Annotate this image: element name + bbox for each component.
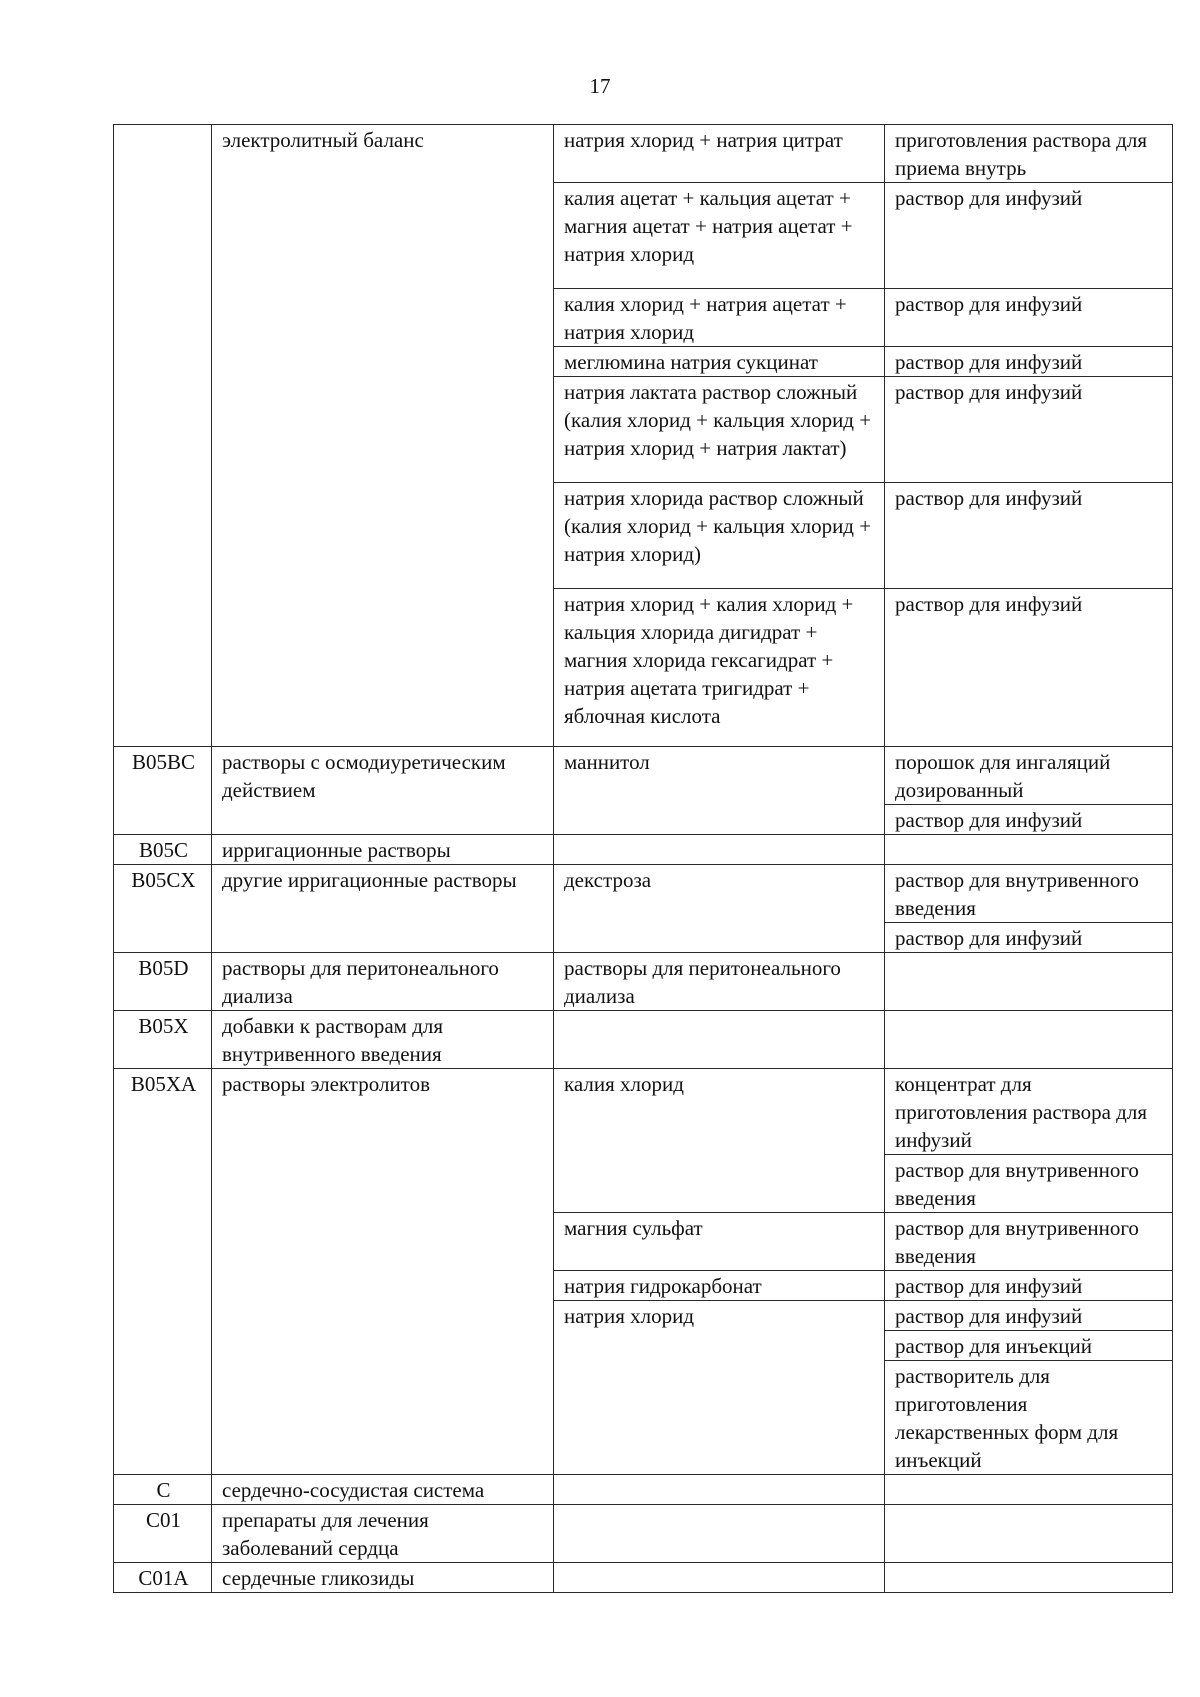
form-cell: концентрат для приготовления раствора для инфузий — [885, 1069, 1173, 1155]
page-number: 17 — [589, 74, 611, 98]
form-cell: раствор для инфузий — [885, 805, 1173, 835]
form-cell: раствор для инъекций — [885, 1331, 1173, 1361]
table-row — [114, 953, 1173, 1011]
drug-cell — [554, 1563, 885, 1593]
table-row — [114, 1505, 1173, 1563]
form-cell: раствор для внутривенного введения — [885, 865, 1173, 923]
drug-cell: калия хлорид + натрия ацетат + натрия хлорид — [554, 289, 885, 347]
form-cell: раствор для инфузий — [885, 289, 1173, 347]
atc-code-cell — [114, 125, 212, 747]
form-cell: раствор для инфузий — [885, 1271, 1173, 1301]
form-cell: раствор для внутривенного введения — [885, 1213, 1173, 1271]
drug-cell: магния сульфат — [554, 1213, 885, 1271]
drug-cell: натрия хлорид + натрия цитрат — [554, 125, 885, 183]
group-cell: добавки к растворам для внутривенного введения — [212, 1011, 554, 1069]
form-cell — [885, 1475, 1173, 1505]
atc-code-cell: C01A — [114, 1563, 212, 1593]
drug-cell: маннитол — [554, 747, 885, 835]
drug-cell: натрия хлорид + калия хлорид + кальция хлорида дигидрат + магния хлорида гексагидрат + натрия ацетата тригидрат + яблочная кислота — [554, 589, 885, 747]
atc-code-cell: B05D — [114, 953, 212, 1011]
group-cell: растворы для перитонеального диализа — [212, 953, 554, 1011]
drug-cell — [554, 1505, 885, 1563]
drug-cell — [554, 1011, 885, 1069]
group-cell: препараты для лечения заболеваний сердца — [212, 1505, 554, 1563]
drug-cell: натрия лактата раствор сложный (калия хлорид + кальция хлорид + натрия хлорид + натрия лактат) — [554, 377, 885, 483]
drug-cell: калия ацетат + кальция ацетат + магния ацетат + натрия ацетат + натрия хлорид — [554, 183, 885, 289]
atc-code-cell: C01 — [114, 1505, 212, 1563]
form-cell — [885, 835, 1173, 865]
drug-cell: растворы для перитонеального диализа — [554, 953, 885, 1011]
atc-code-cell: B05X — [114, 1011, 212, 1069]
form-cell: раствор для инфузий — [885, 589, 1173, 747]
table-row — [114, 1475, 1173, 1505]
form-cell: раствор для инфузий — [885, 923, 1173, 953]
table-row — [114, 1563, 1173, 1593]
table-row — [114, 835, 1173, 865]
form-cell — [885, 1505, 1173, 1563]
form-cell — [885, 1563, 1173, 1593]
table-row — [114, 125, 1173, 183]
form-cell: раствор для инфузий — [885, 1301, 1173, 1331]
drug-cell: калия хлорид — [554, 1069, 885, 1213]
group-cell: растворы электролитов — [212, 1069, 554, 1475]
drug-cell — [554, 1475, 885, 1505]
drug-cell: декстроза — [554, 865, 885, 953]
form-cell: раствор для инфузий — [885, 377, 1173, 483]
table-row — [114, 1011, 1173, 1069]
table-row — [114, 1069, 1173, 1155]
drug-cell: натрия хлорида раствор сложный (калия хлорид + кальция хлорид + натрия хлорид) — [554, 483, 885, 589]
atc-code-cell: B05BC — [114, 747, 212, 835]
form-cell: раствор для инфузий — [885, 483, 1173, 589]
form-cell: раствор для инфузий — [885, 347, 1173, 377]
atc-code-cell: B05C — [114, 835, 212, 865]
drug-cell: меглюмина натрия сукцинат — [554, 347, 885, 377]
group-cell: растворы с осмодиуретическим действием — [212, 747, 554, 835]
atc-code-cell: C — [114, 1475, 212, 1505]
form-cell — [885, 1011, 1173, 1069]
form-cell: раствор для инфузий — [885, 183, 1173, 289]
drug-table — [113, 124, 1173, 1593]
form-cell — [885, 953, 1173, 1011]
atc-code-cell: B05XA — [114, 1069, 212, 1475]
drug-cell: натрия гидрокарбонат — [554, 1271, 885, 1301]
drug-cell — [554, 835, 885, 865]
form-cell: приготовления раствора для приема внутрь — [885, 125, 1173, 183]
table-row — [114, 747, 1173, 805]
group-cell: другие ирригационные растворы — [212, 865, 554, 953]
atc-code-cell: B05CX — [114, 865, 212, 953]
group-cell: ирригационные растворы — [212, 835, 554, 865]
group-cell: сердечные гликозиды — [212, 1563, 554, 1593]
group-cell: сердечно-сосудистая система — [212, 1475, 554, 1505]
form-cell: растворитель для приготовления лекарственных форм для инъекций — [885, 1361, 1173, 1475]
table-row — [114, 865, 1173, 923]
group-cell: электролитный баланс — [212, 125, 554, 747]
form-cell: порошок для ингаляций дозированный — [885, 747, 1173, 805]
form-cell: раствор для внутривенного введения — [885, 1155, 1173, 1213]
drug-cell: натрия хлорид — [554, 1301, 885, 1475]
